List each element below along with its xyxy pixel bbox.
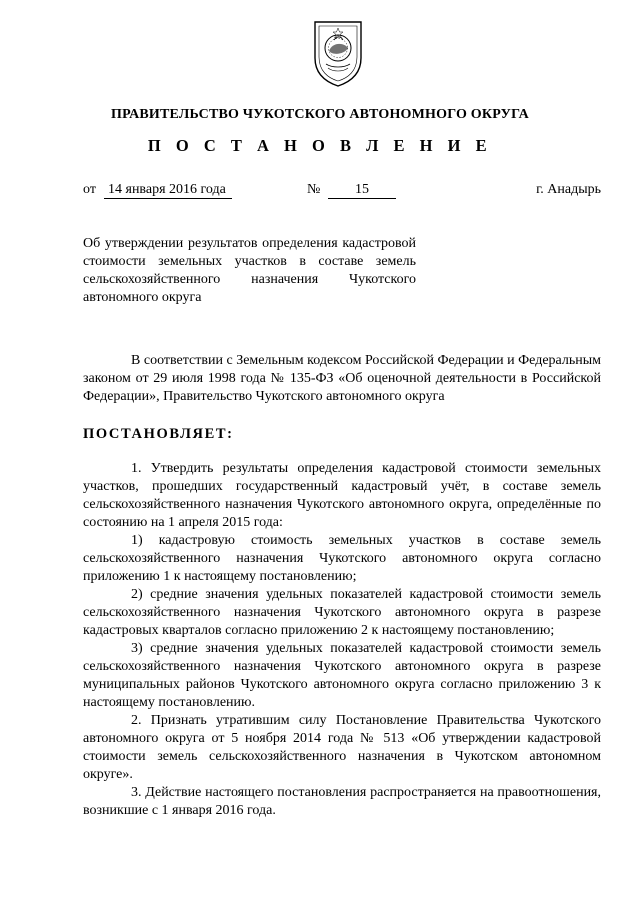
decree-item: 1) кадастровую стоимость земельных участков в составе земель сельскохозяйственного назначения Чукотского автономного округа согласно приложению 1 к настоящему постановлению; [83, 533, 601, 584]
decree-item: 3) средние значения удельных показателей кадастровой стоимости земель сельскохозяйственного назначения Чукотского автономного округа в разрезе муниципальных районов Чукотского автономного округа согласно приложению 3 к настоящему постановлению. [83, 641, 601, 710]
government-title: ПРАВИТЕЛЬСТВО ЧУКОТСКОГО АВТОНОМНОГО ОКРУГА [111, 107, 529, 122]
decree-item: 3. Действие настоящего постановления распространяется на правоотношения, возникшие с 1 января 2016 года. [83, 785, 601, 818]
decree-item: 2. Признать утратившим силу Постановление Правительства Чукотского автономного округа от 5 ноября 2014 года № 513 «Об утверждении кадастровой стоимости земель сельскохозяйственного назначения в Чукотском автономном округе». [83, 713, 601, 782]
chukotka-coat-of-arms-icon [310, 18, 366, 88]
preamble-text: В соответствии с Земельным кодексом Российской Федерации и Федеральным законом от 29 июля 1998 года № 135-ФЗ «Об оценочной деятельности в Российской Федерации», Правительство Чукотского автономного округа [83, 353, 601, 404]
document-date: 14 января 2016 года [104, 182, 232, 199]
date-prefix: от [83, 182, 96, 197]
preamble [83, 352, 601, 406]
decree-items [83, 460, 601, 820]
document-number: 15 [328, 182, 396, 199]
document-subject: Об утверждении результатов определения кадастровой стоимости земельных участков в составе земель сельскохозяйственного назначения Чукотского автономного округа [83, 236, 416, 305]
decree-item: 2) средние значения удельных показателей кадастровой стоимости земель сельскохозяйственного назначения Чукотского автономного округа в разрезе кадастровых кварталов согласно приложению 2 к настоящему постановлению; [83, 587, 601, 638]
city: г. Анадырь [536, 182, 601, 197]
decree-item: 1. Утвердить результаты определения кадастровой стоимости земельных участков, прошедших государственный кадастровый учёт, в составе земель сельскохозяйственного назначения Чукотского автономного округа, определённые по состоянию на 1 апреля 2015 года: [83, 461, 601, 530]
number-sign: № [307, 182, 321, 197]
document-type: П О С Т А Н О В Л Е Н И Е [147, 136, 493, 155]
document-meta [0, 182, 640, 202]
decree-word: ПОСТАНОВЛЯЕТ: [83, 426, 234, 442]
